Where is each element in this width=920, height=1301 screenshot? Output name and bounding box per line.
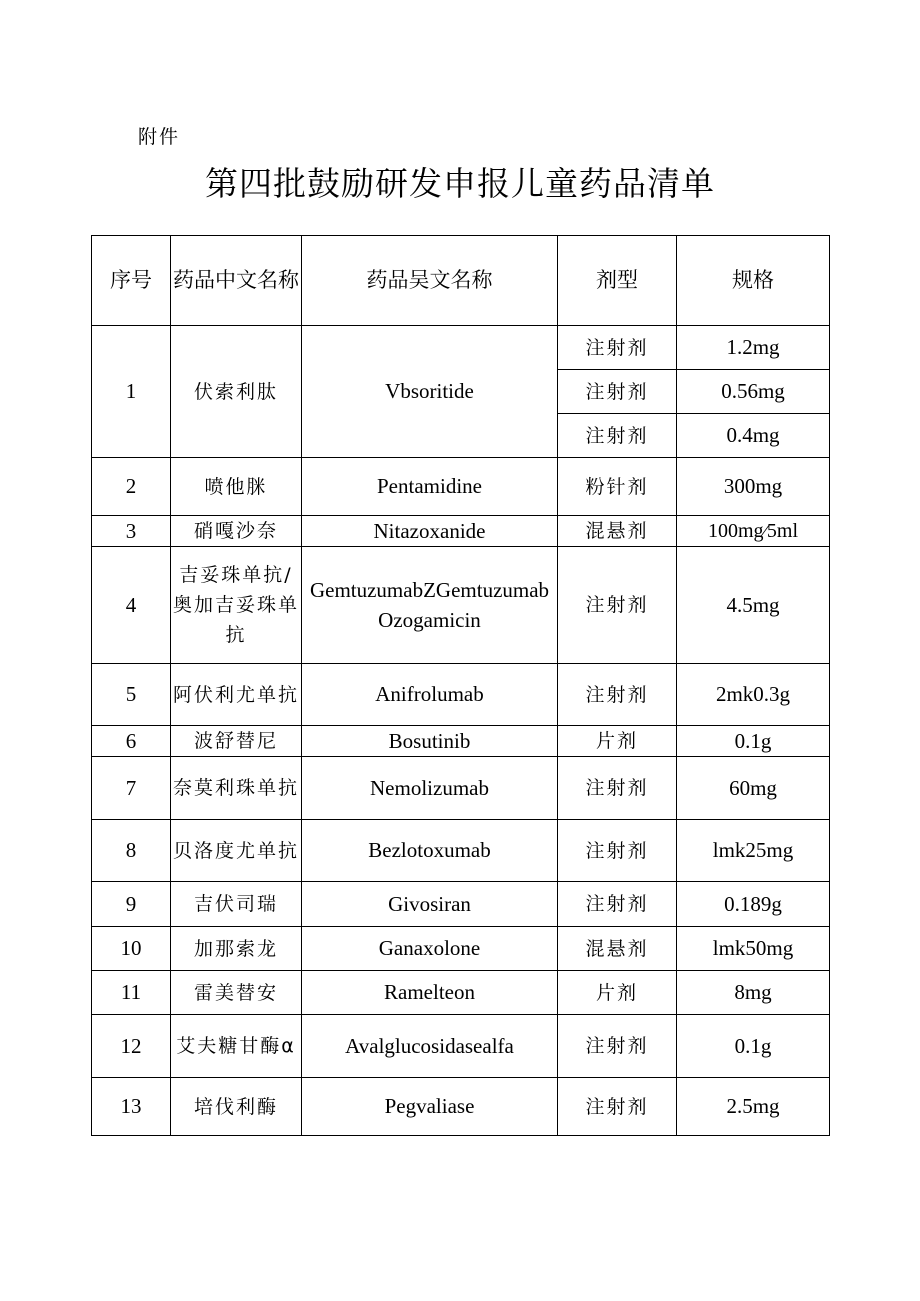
row-number: 4 [92, 547, 171, 664]
drug-cn-name: 波舒替尼 [171, 726, 302, 757]
specification: lmk50mg [677, 927, 830, 971]
drug-en-name-text: GemtuzumabZGemtuzumabOzogamicin [309, 578, 550, 632]
row-number: 13 [92, 1078, 171, 1136]
column-header-en-name: 药品吴文名称 [302, 236, 558, 326]
drug-cn-name: 加那索龙 [171, 927, 302, 971]
dosage-form: 注射剂 [558, 1078, 677, 1136]
drug-cn-name: 吉妥珠单抗/奥加吉妥珠单抗 [171, 547, 302, 664]
dosage-form: 注射剂 [558, 370, 677, 414]
drug-cn-name: 吉伏司瑞 [171, 882, 302, 927]
specification: 0.4mg [677, 414, 830, 458]
dosage-form: 注射剂 [558, 882, 677, 927]
drug-en-name: Bezlotoxumab [302, 820, 558, 882]
row-number: 8 [92, 820, 171, 882]
table-row [92, 458, 830, 516]
drug-cn-name: 喷他脒 [171, 458, 302, 516]
dosage-form: 片剂 [558, 726, 677, 757]
specification: 4.5mg [677, 547, 830, 664]
row-number: 11 [92, 971, 171, 1015]
column-header-no: 序号 [92, 236, 171, 326]
row-number: 2 [92, 458, 171, 516]
dosage-form: 注射剂 [558, 414, 677, 458]
specification: 300mg [677, 458, 830, 516]
row-number: 7 [92, 757, 171, 820]
row-number: 3 [92, 516, 171, 547]
table-row [92, 1078, 830, 1136]
drug-cn-name: 硝嘎沙奈 [171, 516, 302, 547]
drug-table [91, 235, 830, 1136]
dosage-form: 片剂 [558, 971, 677, 1015]
drug-en-name: Avalglucosidasealfa [302, 1015, 558, 1078]
dosage-form: 注射剂 [558, 664, 677, 726]
drug-en-name [302, 547, 558, 664]
specification: 8mg [677, 971, 830, 1015]
row-number: 12 [92, 1015, 171, 1078]
table-row [92, 927, 830, 971]
specification: 1.2mg [677, 326, 830, 370]
table-row [92, 882, 830, 927]
row-number: 5 [92, 664, 171, 726]
drug-en-name: Pegvaliase [302, 1078, 558, 1136]
drug-en-name: Ramelteon [302, 971, 558, 1015]
drug-cn-name: 贝洛度尤单抗 [171, 820, 302, 882]
dosage-form: 注射剂 [558, 820, 677, 882]
column-header-cn-name: 药品中文名称 [171, 236, 302, 326]
table-row [92, 971, 830, 1015]
drug-en-name: Givosiran [302, 882, 558, 927]
specification: 2.5mg [677, 1078, 830, 1136]
dosage-form: 注射剂 [558, 326, 677, 370]
drug-cn-name: 阿伏利尤单抗 [171, 664, 302, 726]
column-header-form: 剂型 [558, 236, 677, 326]
row-number: 6 [92, 726, 171, 757]
table-row [92, 1015, 830, 1078]
table-row [92, 820, 830, 882]
table-header-row [92, 236, 830, 326]
specification: 0.56mg [677, 370, 830, 414]
dosage-form: 注射剂 [558, 757, 677, 820]
table-row [92, 757, 830, 820]
drug-en-name: Ganaxolone [302, 927, 558, 971]
table-row [92, 726, 830, 757]
specification: 0.189g [677, 882, 830, 927]
column-header-spec: 规格 [677, 236, 830, 326]
table-row [92, 326, 830, 370]
page-title: 第四批鼓励研发申报儿童药品清单 [205, 164, 715, 203]
specification: 0.1g [677, 726, 830, 757]
attachment-label: 附件 [138, 126, 181, 148]
drug-en-name: Anifrolumab [302, 664, 558, 726]
row-number: 10 [92, 927, 171, 971]
drug-en-name: Nemolizumab [302, 757, 558, 820]
drug-en-name: Vbsoritide [302, 326, 558, 458]
dosage-form: 注射剂 [558, 1015, 677, 1078]
dosage-form: 注射剂 [558, 547, 677, 664]
table-row [92, 547, 830, 664]
drug-cn-name: 奈莫利珠单抗 [171, 757, 302, 820]
table-row [92, 664, 830, 726]
dosage-form: 粉针剂 [558, 458, 677, 516]
drug-en-name: Pentamidine [302, 458, 558, 516]
drug-cn-name: 艾夫糖甘酶α [171, 1015, 302, 1078]
row-number: 9 [92, 882, 171, 927]
specification: 2mk0.3g [677, 664, 830, 726]
specification: 0.1g [677, 1015, 830, 1078]
dosage-form: 混悬剂 [558, 927, 677, 971]
row-number: 1 [92, 326, 171, 458]
dosage-form: 混悬剂 [558, 516, 677, 547]
drug-cn-name: 雷美替安 [171, 971, 302, 1015]
specification: lmk25mg [677, 820, 830, 882]
drug-cn-name: 培伐利酶 [171, 1078, 302, 1136]
drug-en-name: Bosutinib [302, 726, 558, 757]
drug-cn-name: 伏索利肽 [171, 326, 302, 458]
specification: 100mg⁄5ml [677, 516, 830, 547]
drug-en-name: Nitazoxanide [302, 516, 558, 547]
table-row [92, 516, 830, 547]
specification: 60mg [677, 757, 830, 820]
